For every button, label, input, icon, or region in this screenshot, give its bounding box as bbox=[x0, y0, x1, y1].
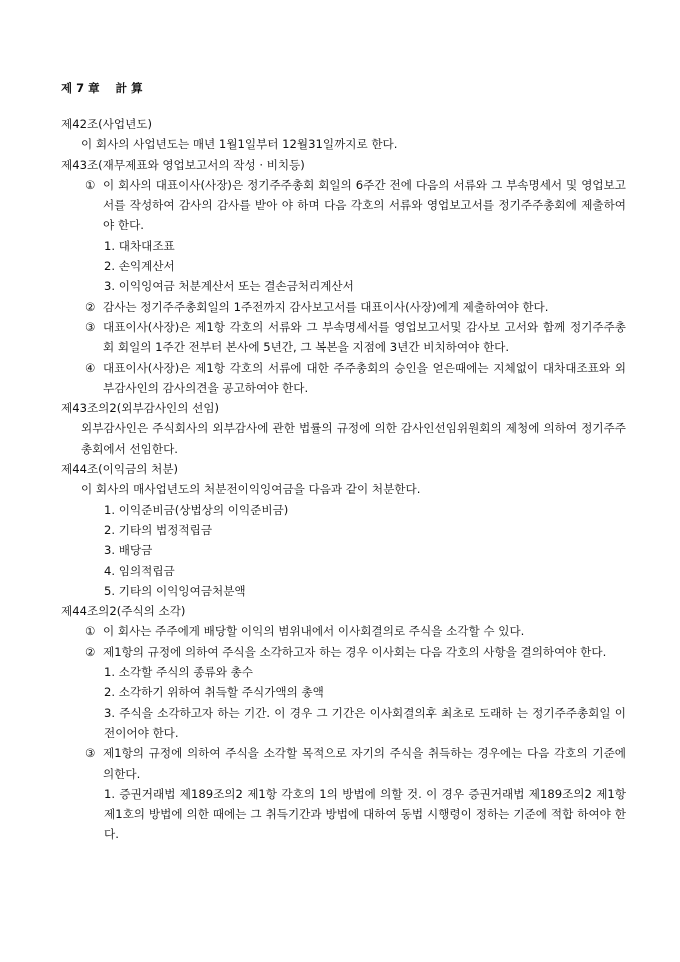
clause-item bbox=[61, 358, 626, 399]
sub-item: 2. 손익계산서 bbox=[104, 259, 175, 274]
clause-item bbox=[61, 297, 626, 317]
article-text: 외부감사인은 주식회사의 외부감사에 관한 법률의 규정에 의한 감사인선임위원회의 제청에 의하여 정기주주총회에서 선임한다. bbox=[81, 421, 626, 456]
sub-item bbox=[61, 784, 626, 845]
sub-item: 1. 소각할 주식의 종류와 총수 bbox=[104, 665, 253, 680]
clause-marker: ① bbox=[85, 624, 96, 639]
sub-item bbox=[61, 703, 626, 744]
article-title: 제44조(이익금의 처분) bbox=[61, 462, 179, 477]
sub-item: 1. 이익준비금(상법상의 이익준비금) bbox=[104, 502, 289, 517]
clause-text: 제1항의 규정에 의하여 주식을 소각할 목적으로 자기의 주식을 취득하는 경우에는 다음 각호의 기준에 의한다. bbox=[103, 746, 626, 781]
clause-text: 감사는 정기주주총회일의 1주전까지 감사보고서를 대표이사(사장)에게 제출하여야 한다. bbox=[103, 299, 549, 314]
sub-item: 4. 임의적립금 bbox=[104, 563, 175, 578]
clause-item bbox=[61, 743, 626, 784]
clause-text: 제1항의 규정에 의하여 주식을 소각하고자 하는 경우 이사회는 다음 각호의 사항을 결의하여야 한다. bbox=[103, 644, 607, 659]
clause-marker: ① bbox=[85, 177, 96, 192]
sub-item: 3. 배당금 bbox=[104, 543, 153, 558]
sub-item-text: 1. 증권거래법 제189조의2 제1항 각호의 1의 방법에 의할 것. 이 경우 증권거래법 제189조의2 제1항 제1호의 방법에 의한 때에는 그 취득기간과 방법에 대하여 동법 시행령이 정하는 기준에 적합 하여야 한다. bbox=[104, 786, 626, 842]
sub-item: 2. 소각하기 위하여 취득할 주식가액의 총액 bbox=[104, 685, 324, 700]
document-body bbox=[61, 114, 626, 845]
clause-item bbox=[61, 317, 626, 358]
clause-marker: ③ bbox=[85, 746, 96, 761]
article-title: 제43조의2(외부감사인의 선임) bbox=[61, 401, 220, 416]
sub-item: 1. 대차대조표 bbox=[104, 238, 175, 253]
clause-item bbox=[61, 642, 626, 662]
clause-marker: ③ bbox=[85, 319, 96, 334]
article-title: 제44조의2(주식의 소각) bbox=[61, 604, 186, 619]
clause-marker: ② bbox=[85, 299, 96, 314]
article-text: 이 회사의 매사업년도의 처분전이익잉여금을 다음과 같이 처분한다. bbox=[81, 482, 421, 497]
clause-text: 대표이사(사장)은 제1항 각호의 서류에 대한 주주총회의 승인을 얻은때에는 지체없이 대차대조표와 외부감사인의 감사의견을 공고하여야 한다. bbox=[103, 360, 626, 395]
clause-marker: ② bbox=[85, 644, 96, 659]
clause-text: 대표이사(사장)은 제1항 각호의 서류와 그 부속명세서를 영업보고서및 감사보 고서와 함께 정기주주총회 회일의 1주간 전부터 본사에 5년간, 그 복본을 지점에 3년간 비치하여야 한다. bbox=[103, 319, 626, 355]
clause-item bbox=[61, 175, 626, 236]
chapter-heading: 제 7 章 計 算 bbox=[61, 81, 143, 95]
sub-item-text: 3. 주식을 소각하고자 하는 기간. 이 경우 그 기간은 이사회결의후 최초로 도래하 는 정기주주총회일 이전이어야 한다. bbox=[104, 705, 626, 740]
clause-text: 이 회사의 대표이사(사장)은 정기주주총회 회일의 6주간 전에 다음의 서류와 그 부속명세서 및 영업보고서를 작성하여 감사의 감사를 받아 야 하며 다음 각호의 서류와 영업보고서를 정기주주총회에 제출하여야 한다. bbox=[103, 177, 626, 233]
sub-item: 5. 기타의 이익잉여금처분액 bbox=[104, 583, 246, 598]
sub-item: 2. 기타의 법정적립금 bbox=[104, 522, 213, 537]
sub-item: 3. 이익잉여금 처분계산서 또는 결손금처리계산서 bbox=[104, 279, 354, 294]
article-text: 이 회사의 사업년도는 매년 1월1일부터 12월31일까지로 한다. bbox=[81, 137, 398, 152]
article-title: 제43조(재무제표와 영업보고서의 작성 · 비치등) bbox=[61, 157, 305, 172]
clause-marker: ④ bbox=[85, 360, 96, 375]
clause-text: 이 회사는 주주에게 배당할 이익의 범위내에서 이사회결의로 주식을 소각할 수 있다. bbox=[103, 624, 525, 639]
article-title: 제42조(사업년도) bbox=[61, 117, 152, 131]
clause-item bbox=[61, 621, 626, 641]
